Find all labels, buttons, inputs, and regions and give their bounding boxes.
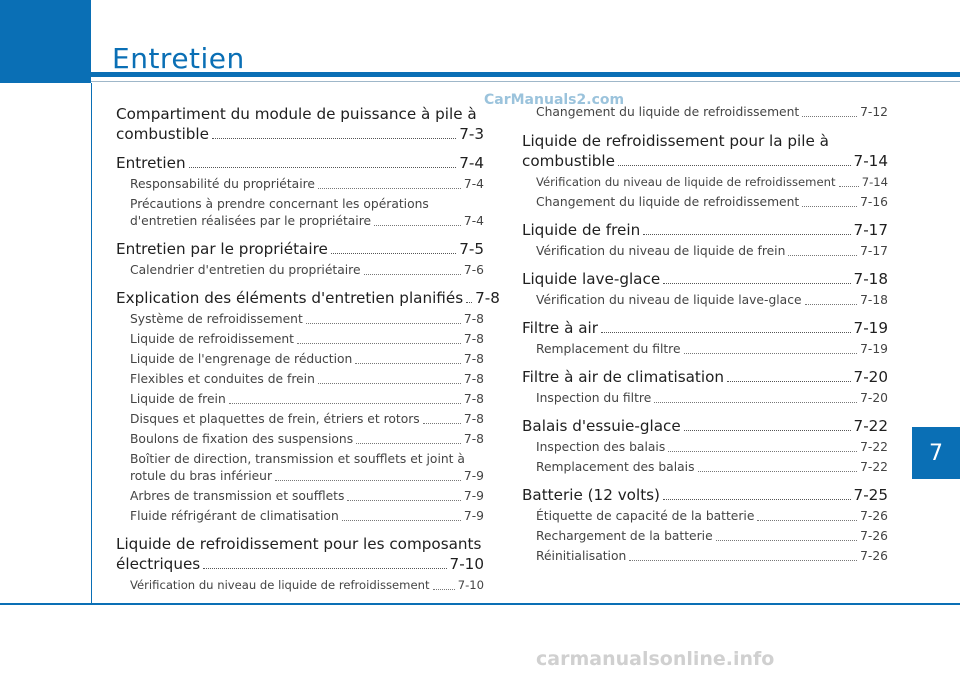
toc-subentry[interactable]	[130, 577, 484, 594]
dot-leader	[629, 560, 857, 561]
toc-entry-label: Filtre à air de climatisation	[522, 368, 725, 386]
toc-subentry[interactable]	[536, 528, 888, 545]
dot-leader	[342, 520, 461, 521]
toc-page-number: 7-17	[860, 244, 888, 258]
toc-subentry[interactable]	[130, 488, 484, 505]
toc-subentry-label: Remplacement des balais	[536, 460, 695, 474]
toc-subentry-label: Vérification du niveau de liquide de refroidissement	[536, 175, 836, 189]
toc-page-number: 7-19	[860, 342, 888, 356]
toc-subentry-label: Changement du liquide de refroidissement	[536, 105, 800, 119]
toc-page-number: 7-18	[853, 270, 888, 288]
dot-leader	[839, 186, 859, 187]
toc-entry-label: Explication des éléments d'entretien planifiés	[116, 289, 464, 307]
toc-page-number: 7-22	[860, 460, 888, 474]
toc-entry[interactable]	[522, 416, 888, 436]
dot-leader	[663, 499, 851, 500]
toc-subentry[interactable]	[130, 176, 484, 193]
toc-entry[interactable]	[522, 269, 888, 289]
dot-leader	[643, 234, 850, 235]
toc-page-number: 7-20	[853, 368, 888, 386]
dot-leader	[757, 520, 857, 521]
toc-entry-label: combustible	[116, 125, 209, 143]
toc-subentry[interactable]	[536, 243, 888, 260]
toc-subentry-label: Fluide réfrigérant de climatisation	[130, 509, 339, 523]
toc-subentry-label: Arbres de transmission et soufflets	[130, 489, 345, 503]
toc-subentry[interactable]	[130, 431, 484, 448]
dot-leader	[601, 332, 851, 333]
toc-subentry-label: Boîtier de direction, transmission et soufflets et joint à	[130, 452, 465, 466]
toc-entry-label: Entretien	[116, 154, 186, 172]
toc-subentry-label: Vérification du niveau de liquide lave-glace	[536, 293, 802, 307]
toc-subentry[interactable]	[536, 174, 888, 191]
toc-subentry[interactable]	[130, 391, 484, 408]
dot-leader	[347, 500, 461, 501]
toc-page-number: 7-14	[861, 175, 888, 189]
toc-page-number: 7-8	[463, 392, 484, 406]
toc-page-number: 7-4	[463, 177, 484, 191]
dot-leader	[189, 167, 457, 168]
toc-page-number: 7-22	[860, 440, 888, 454]
toc-subentry[interactable]	[130, 411, 484, 428]
toc-subentry-label: Rechargement de la batterie	[536, 529, 713, 543]
dot-leader	[668, 451, 857, 452]
toc-page-number: 7-8	[463, 352, 484, 366]
toc-subentry-label: Précautions à prendre concernant les opérations	[130, 197, 429, 211]
toc-page-number: 7-26	[860, 549, 888, 563]
dot-leader	[297, 343, 461, 344]
toc-subentry[interactable]	[536, 104, 888, 121]
toc-subentry-label: Vérification du niveau de liquide de refroidissement	[130, 578, 430, 592]
toc-page-number: 7-8	[463, 332, 484, 346]
toc-entry[interactable]	[116, 239, 484, 259]
dot-leader	[466, 302, 472, 303]
chapter-tab[interactable]: 7	[912, 427, 960, 479]
toc-page-number: 7-12	[860, 105, 888, 119]
dot-leader	[663, 283, 850, 284]
toc-page-number: 7-26	[860, 509, 888, 523]
dot-leader	[618, 165, 851, 166]
toc-subentry[interactable]	[536, 292, 888, 309]
toc-subentry-label: Remplacement du filtre	[536, 342, 681, 356]
dot-leader	[212, 138, 456, 139]
toc-page-number: 7-9	[463, 469, 484, 483]
toc-entry[interactable]	[116, 124, 484, 144]
dot-leader	[654, 402, 857, 403]
toc-subentry[interactable]	[130, 331, 484, 348]
toc-page-number: 7-14	[853, 152, 888, 170]
toc-page-number: 7-9	[463, 509, 484, 523]
toc-page-number: 7-17	[853, 221, 888, 239]
dot-leader	[275, 480, 461, 481]
toc-entry-label: Liquide de frein	[522, 221, 641, 239]
toc-entry-label: combustible	[522, 152, 615, 170]
toc-entry-label: Batterie (12 volts)	[522, 486, 660, 504]
toc-subentry[interactable]	[130, 351, 484, 368]
toc-page-number: 7-6	[463, 263, 484, 277]
toc-subentry[interactable]	[536, 459, 888, 476]
dot-leader	[805, 304, 858, 305]
dot-leader	[802, 116, 857, 117]
toc-subentry[interactable]	[536, 508, 888, 525]
toc-subentry[interactable]	[130, 371, 484, 388]
toc-subentry-label: Liquide de l'engrenage de réduction	[130, 352, 353, 366]
toc-page-number: 7-9	[463, 489, 484, 503]
footer-rule	[0, 603, 960, 605]
dot-leader	[698, 471, 858, 472]
toc-page-number: 7-26	[860, 529, 888, 543]
toc-entry-label: Liquide de refroidissement pour les composants	[116, 535, 482, 553]
page-title: Entretien	[112, 42, 245, 75]
toc-subentry-label: Liquide de frein	[130, 392, 226, 406]
toc-subentry-label: Liquide de refroidissement	[130, 332, 295, 346]
dot-leader	[684, 430, 851, 431]
toc-entry[interactable]	[116, 288, 500, 308]
toc-subentry-label: d'entretien réalisées par le propriétaire	[130, 214, 372, 228]
toc-page-number: 7-25	[853, 486, 888, 504]
toc-entry[interactable]	[522, 485, 888, 505]
toc-entry[interactable]	[522, 151, 888, 171]
toc-entry-label: Liquide lave-glace	[522, 270, 661, 288]
dot-leader	[716, 540, 857, 541]
toc-page-number: 7-16	[860, 195, 888, 209]
toc-subentry-label: Réinitialisation	[536, 549, 627, 563]
dot-leader	[356, 443, 461, 444]
toc-page-number: 7-20	[860, 391, 888, 405]
dot-leader	[727, 381, 851, 382]
toc-subentry[interactable]	[536, 548, 888, 565]
toc-page-number: 7-8	[475, 289, 500, 307]
left-margin-rule	[91, 83, 92, 604]
dot-leader	[364, 274, 461, 275]
toc-subentry-label: Disques et plaquettes de frein, étriers et rotors	[130, 412, 420, 426]
toc-entry-label: Filtre à air	[522, 319, 599, 337]
toc-entry[interactable]	[116, 554, 484, 574]
toc-page-number: 7-8	[463, 432, 484, 446]
toc-subentry-label: rotule du bras inférieur	[130, 469, 273, 483]
toc-page-number: 7-8	[463, 412, 484, 426]
dot-leader	[355, 363, 461, 364]
watermark-top: CarManuals2.com	[484, 92, 625, 108]
dot-leader	[306, 323, 461, 324]
toc-entry[interactable]	[116, 153, 484, 173]
dot-leader	[331, 253, 456, 254]
toc-entry-label: Entretien par le propriétaire	[116, 240, 328, 258]
toc-page-number: 7-4	[463, 214, 484, 228]
toc-entry-label: électriques	[116, 555, 201, 573]
toc-subentry-label: Calendrier d'entretien du propriétaire	[130, 263, 361, 277]
dot-leader	[374, 225, 461, 226]
toc-subentry[interactable]	[130, 262, 484, 279]
toc-page-number: 7-5	[459, 240, 484, 258]
toc-page-number: 7-4	[459, 154, 484, 172]
toc-subentry[interactable]	[536, 390, 888, 407]
dot-leader	[203, 568, 446, 569]
toc-subentry-label: Vérification du niveau de liquide de frein	[536, 244, 786, 258]
toc-subentry[interactable]	[536, 194, 888, 211]
toc-page-number: 7-3	[459, 125, 484, 143]
toc-subentry[interactable]	[130, 213, 484, 230]
watermark-bottom: carmanualsonline.info	[536, 648, 775, 670]
toc-entry[interactable]	[522, 318, 888, 338]
toc-page-number: 7-22	[853, 417, 888, 435]
toc-page-number: 7-10	[457, 578, 484, 592]
dot-leader	[318, 383, 461, 384]
toc-subentry-label: Responsabilité du propriétaire	[130, 177, 315, 191]
dot-leader	[229, 403, 461, 404]
dot-leader	[423, 423, 461, 424]
toc-subentry[interactable]	[536, 439, 888, 456]
toc-subentry-label: Changement du liquide de refroidissement	[536, 195, 800, 209]
toc-subentry-label: Étiquette de capacité de la batterie	[536, 509, 755, 523]
toc-subentry[interactable]	[536, 341, 888, 358]
toc-entry[interactable]	[522, 220, 888, 240]
toc-subentry[interactable]	[130, 311, 484, 328]
dot-leader	[788, 255, 857, 256]
toc-entry[interactable]	[522, 367, 888, 387]
corner-block	[0, 0, 91, 83]
toc-subentry-label: Inspection du filtre	[536, 391, 652, 405]
dot-leader	[318, 188, 461, 189]
toc-subentry-label: Flexibles et conduites de frein	[130, 372, 315, 386]
toc-subentry-label: Boulons de fixation des suspensions	[130, 432, 354, 446]
dot-leader	[802, 206, 857, 207]
header-subrule	[91, 81, 960, 82]
dot-leader	[433, 589, 455, 590]
toc-page-number: 7-10	[449, 555, 484, 573]
toc-entry-label: Balais d'essuie-glace	[522, 417, 681, 435]
toc-subentry[interactable]	[130, 508, 484, 525]
toc-subentry-label: Système de refroidissement	[130, 312, 303, 326]
toc-page-number: 7-8	[463, 372, 484, 386]
toc-page-number: 7-18	[860, 293, 888, 307]
toc-subentry-label: Inspection des balais	[536, 440, 666, 454]
toc-page-number: 7-19	[853, 319, 888, 337]
toc-page-number: 7-8	[463, 312, 484, 326]
dot-leader	[684, 353, 858, 354]
toc-entry-label: Compartiment du module de puissance à pile à	[116, 105, 477, 123]
toc-left-column	[116, 104, 500, 594]
toc-subentry[interactable]	[130, 468, 484, 485]
toc-right-column	[522, 104, 888, 565]
toc-entry-label: Liquide de refroidissement pour la pile à	[522, 132, 829, 150]
